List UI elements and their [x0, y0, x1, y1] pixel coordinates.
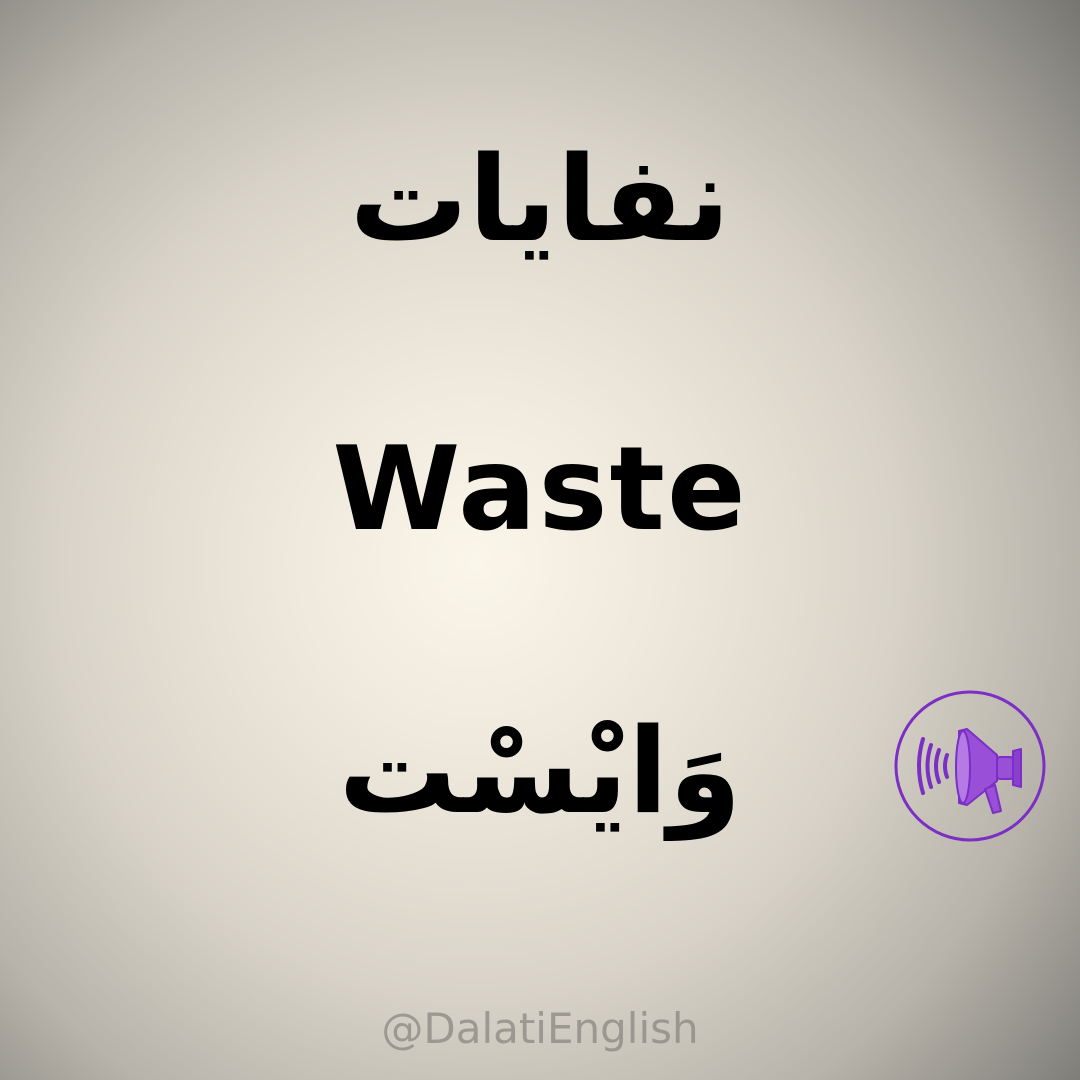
play-audio-button[interactable] — [893, 689, 1047, 843]
english-word: Waste — [332, 422, 748, 557]
arabic-word: نفايات — [349, 130, 731, 268]
megaphone-icon — [893, 689, 1047, 843]
pronunciation-text: وَايْسْت — [338, 702, 742, 840]
watermark: @DalatiEnglish — [381, 1004, 699, 1053]
